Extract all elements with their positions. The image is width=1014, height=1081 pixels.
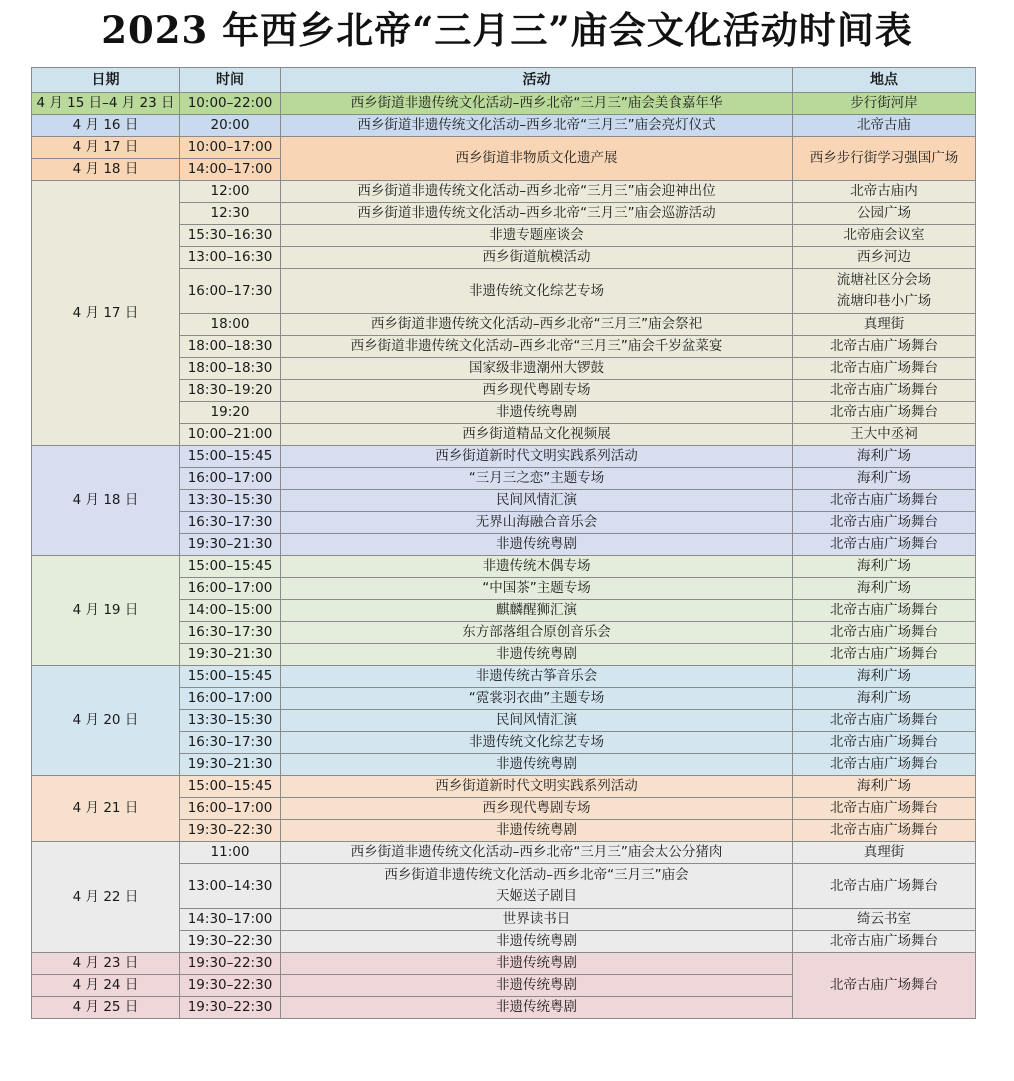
activity-cell: “三月三之恋”主题专场 <box>281 468 793 490</box>
header-date: 日期 <box>32 68 180 93</box>
activity-cell: 西乡街道非遗传统文化活动–西乡北帝“三月三”庙会祭祀 <box>281 314 793 336</box>
time-cell: 15:00–15:45 <box>180 776 281 798</box>
activity-cell: “霓裳羽衣曲”主题专场 <box>281 688 793 710</box>
location-cell: 北帝古庙广场舞台 <box>793 490 976 512</box>
time-cell: 16:30–17:30 <box>180 622 281 644</box>
location-cell: 北帝庙会议室 <box>793 225 976 247</box>
activity-cell: 西乡街道非遗传统文化活动–西乡北帝“三月三”庙会美食嘉年华 <box>281 93 793 115</box>
location-cell: 北帝古庙广场舞台 <box>793 931 976 953</box>
activity-cell: 非遗传统粤剧 <box>281 997 793 1019</box>
location-cell: 北帝古庙广场舞台 <box>793 710 976 732</box>
time-cell: 18:30–19:20 <box>180 380 281 402</box>
location-cell: 北帝古庙广场舞台 <box>793 380 976 402</box>
table-header-row <box>32 68 976 93</box>
header-time: 时间 <box>180 68 281 93</box>
time-cell: 20:00 <box>180 115 281 137</box>
time-cell: 16:00–17:00 <box>180 468 281 490</box>
time-cell: 12:30 <box>180 203 281 225</box>
activity-cell: 非遗传统粤剧 <box>281 931 793 953</box>
location-cell: 北帝古庙广场舞台 <box>793 402 976 424</box>
table-row <box>32 666 976 688</box>
location-cell: 北帝古庙广场舞台 <box>793 798 976 820</box>
activity-cell: 非遗传统粤剧 <box>281 820 793 842</box>
header-activity: 活动 <box>281 68 793 93</box>
date-cell: 4 月 22 日 <box>32 842 180 953</box>
location-cell: 步行街河岸 <box>793 93 976 115</box>
activity-line: 天姬送子剧目 <box>496 888 577 904</box>
activity-cell: 非遗传统木偶专场 <box>281 556 793 578</box>
activity-cell: 非遗传统古筝音乐会 <box>281 666 793 688</box>
time-cell: 19:30–22:30 <box>180 953 281 975</box>
activity-cell: “中国茶”主题专场 <box>281 578 793 600</box>
time-cell: 18:00–18:30 <box>180 336 281 358</box>
time-cell: 13:30–15:30 <box>180 490 281 512</box>
activity-cell: 西乡街道新时代文明实践系列活动 <box>281 446 793 468</box>
date-cell: 4 月 18 日 <box>32 446 180 556</box>
activity-line: 西乡街道非遗传统文化活动–西乡北帝“三月三”庙会 <box>384 867 689 883</box>
location-cell: 北帝古庙广场舞台 <box>793 358 976 380</box>
time-cell: 16:00–17:00 <box>180 798 281 820</box>
location-cell: 王大中丞祠 <box>793 424 976 446</box>
time-cell: 19:30–22:30 <box>180 820 281 842</box>
date-cell: 4 月 17 日 <box>32 137 180 159</box>
time-cell: 19:30–22:30 <box>180 975 281 997</box>
time-cell: 15:00–15:45 <box>180 556 281 578</box>
date-cell: 4 月 20 日 <box>32 666 180 776</box>
time-cell: 19:30–22:30 <box>180 931 281 953</box>
activity-cell: 西乡街道精品文化视频展 <box>281 424 793 446</box>
activity-cell: 西乡街道非遗传统文化活动–西乡北帝“三月三”庙会巡游活动 <box>281 203 793 225</box>
location-cell: 真理街 <box>793 314 976 336</box>
location-cell: 西乡河边 <box>793 247 976 269</box>
location-cell: 北帝古庙广场舞台 <box>793 600 976 622</box>
activity-cell: 西乡街道非遗传统文化活动–西乡北帝“三月三”庙会太公分猪肉 <box>281 842 793 864</box>
location-cell: 北帝古庙广场舞台 <box>793 534 976 556</box>
activity-cell: 西乡街道航模活动 <box>281 247 793 269</box>
date-cell: 4 月 19 日 <box>32 556 180 666</box>
header-location: 地点 <box>793 68 976 93</box>
time-cell: 14:30–17:00 <box>180 909 281 931</box>
time-cell: 10:00–17:00 <box>180 137 281 159</box>
activity-cell: 非遗传统文化综艺专场 <box>281 269 793 314</box>
activity-cell: 麒麟醒狮汇演 <box>281 600 793 622</box>
activity-cell: 东方部落组合原创音乐会 <box>281 622 793 644</box>
time-cell: 13:00–14:30 <box>180 864 281 909</box>
location-cell: 北帝古庙广场舞台 <box>793 953 976 1019</box>
location-cell: 海利广场 <box>793 688 976 710</box>
time-cell: 16:00–17:00 <box>180 688 281 710</box>
date-cell: 4 月 17 日 <box>32 181 180 446</box>
activity-cell: 非遗传统粤剧 <box>281 644 793 666</box>
activity-cell: 非遗传统文化综艺专场 <box>281 732 793 754</box>
location-cell: 北帝古庙广场舞台 <box>793 622 976 644</box>
activity-cell: 世界读书日 <box>281 909 793 931</box>
time-cell: 15:00–15:45 <box>180 446 281 468</box>
location-cell: 北帝古庙广场舞台 <box>793 644 976 666</box>
time-cell: 12:00 <box>180 181 281 203</box>
table-row <box>32 776 976 798</box>
date-cell: 4 月 18 日 <box>32 159 180 181</box>
activity-cell: 非遗传统粤剧 <box>281 534 793 556</box>
activity-cell: 西乡现代粤剧专场 <box>281 380 793 402</box>
activity-cell: 西乡街道非物质文化遗产展 <box>281 137 793 181</box>
time-cell: 16:30–17:30 <box>180 732 281 754</box>
table-row <box>32 115 976 137</box>
time-cell: 13:00–16:30 <box>180 247 281 269</box>
activity-cell <box>281 864 793 909</box>
location-cell: 北帝古庙广场舞台 <box>793 820 976 842</box>
activity-cell: 无界山海融合音乐会 <box>281 512 793 534</box>
time-cell: 16:00–17:00 <box>180 578 281 600</box>
activity-cell: 非遗传统粤剧 <box>281 953 793 975</box>
activity-cell: 民间风情汇演 <box>281 490 793 512</box>
time-cell: 19:30–21:30 <box>180 644 281 666</box>
time-cell: 11:00 <box>180 842 281 864</box>
location-cell: 北帝古庙广场舞台 <box>793 512 976 534</box>
activity-cell: 西乡街道新时代文明实践系列活动 <box>281 776 793 798</box>
location-cell: 公园广场 <box>793 203 976 225</box>
time-cell: 18:00–18:30 <box>180 358 281 380</box>
location-cell: 海利广场 <box>793 556 976 578</box>
time-cell: 10:00–21:00 <box>180 424 281 446</box>
location-cell: 绮云书室 <box>793 909 976 931</box>
table-row <box>32 842 976 864</box>
date-cell: 4 月 15 日–4 月 23 日 <box>32 93 180 115</box>
location-cell: 海利广场 <box>793 776 976 798</box>
location-cell: 真理街 <box>793 842 976 864</box>
page-title: 2023 年西乡北帝“三月三”庙会文化活动时间表 <box>101 8 913 52</box>
schedule-table <box>31 67 976 1019</box>
time-cell: 19:30–21:30 <box>180 754 281 776</box>
table-row <box>32 556 976 578</box>
time-cell: 19:20 <box>180 402 281 424</box>
activity-cell: 西乡街道非遗传统文化活动–西乡北帝“三月三”庙会迎神出位 <box>281 181 793 203</box>
location-cell: 海利广场 <box>793 578 976 600</box>
date-cell: 4 月 25 日 <box>32 997 180 1019</box>
location-cell: 北帝古庙 <box>793 115 976 137</box>
location-cell <box>793 269 976 314</box>
location-cell: 海利广场 <box>793 468 976 490</box>
time-cell: 16:00–17:30 <box>180 269 281 314</box>
activity-cell: 非遗传统粤剧 <box>281 975 793 997</box>
time-cell: 13:30–15:30 <box>180 710 281 732</box>
location-line: 流塘印巷小广场 <box>836 293 932 309</box>
date-cell: 4 月 21 日 <box>32 776 180 842</box>
location-cell: 北帝古庙广场舞台 <box>793 732 976 754</box>
activity-cell: 国家级非遗潮州大锣鼓 <box>281 358 793 380</box>
table-row <box>32 953 976 975</box>
table-row <box>32 93 976 115</box>
table-row <box>32 181 976 203</box>
date-cell: 4 月 23 日 <box>32 953 180 975</box>
date-cell: 4 月 16 日 <box>32 115 180 137</box>
time-cell: 15:00–15:45 <box>180 666 281 688</box>
date-cell: 4 月 24 日 <box>32 975 180 997</box>
activity-cell: 非遗传统粤剧 <box>281 402 793 424</box>
location-line: 流塘社区分会场 <box>836 272 932 288</box>
location-cell: 北帝古庙广场舞台 <box>793 754 976 776</box>
activity-cell: 西乡现代粤剧专场 <box>281 798 793 820</box>
time-cell: 10:00–22:00 <box>180 93 281 115</box>
location-cell: 北帝古庙广场舞台 <box>793 864 976 909</box>
time-cell: 14:00–15:00 <box>180 600 281 622</box>
time-cell: 15:30–16:30 <box>180 225 281 247</box>
table-row <box>32 446 976 468</box>
table-row <box>32 137 976 159</box>
activity-cell: 西乡街道非遗传统文化活动–西乡北帝“三月三”庙会千岁盆菜宴 <box>281 336 793 358</box>
activity-cell: 西乡街道非遗传统文化活动–西乡北帝“三月三”庙会亮灯仪式 <box>281 115 793 137</box>
activity-cell: 非遗专题座谈会 <box>281 225 793 247</box>
location-cell: 西乡步行街学习强国广场 <box>793 137 976 181</box>
location-cell: 北帝古庙广场舞台 <box>793 336 976 358</box>
location-cell: 北帝古庙内 <box>793 181 976 203</box>
activity-cell: 民间风情汇演 <box>281 710 793 732</box>
time-cell: 18:00 <box>180 314 281 336</box>
activity-cell: 非遗传统粤剧 <box>281 754 793 776</box>
time-cell: 16:30–17:30 <box>180 512 281 534</box>
time-cell: 19:30–22:30 <box>180 997 281 1019</box>
location-cell: 海利广场 <box>793 446 976 468</box>
time-cell: 19:30–21:30 <box>180 534 281 556</box>
location-cell: 海利广场 <box>793 666 976 688</box>
time-cell: 14:00–17:00 <box>180 159 281 181</box>
